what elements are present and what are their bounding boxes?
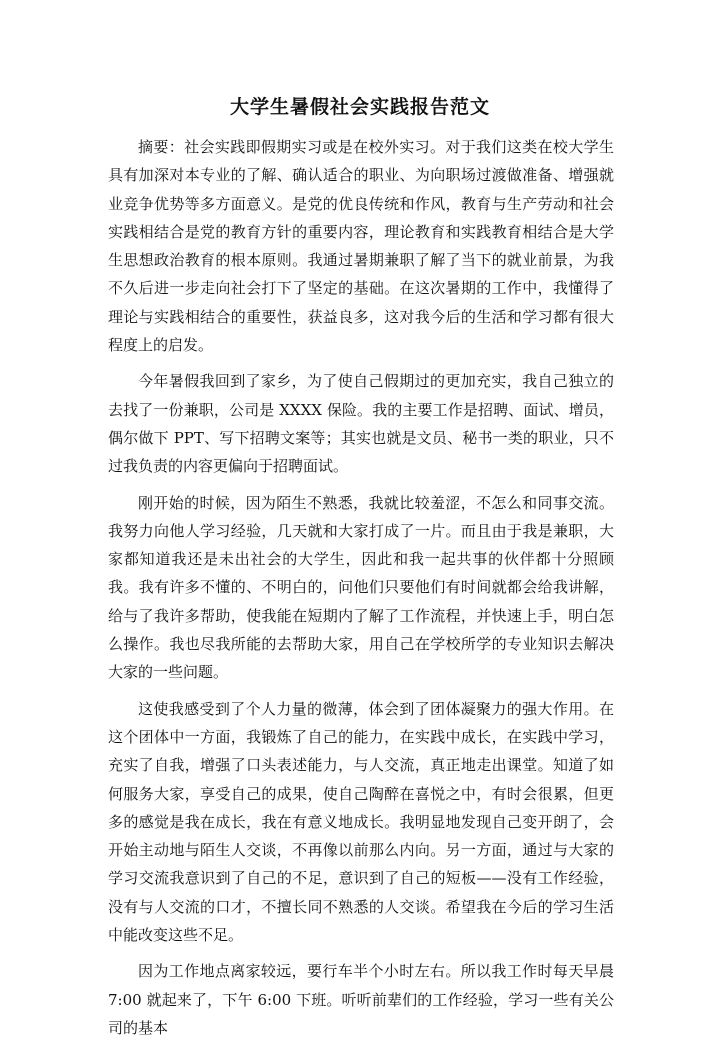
paragraph: 因为工作地点离家较远，要行车半个小时左右。所以我工作时每天早晨 7:00 就起来了，下午 6:00 下班。听听前辈们的工作经验，学习一些有关公司的基本 [108, 962, 614, 1037]
paragraph: 今年暑假我回到了家乡，为了使自己假期过的更加充实，我自己独立的去找了一份兼职，公司是 XXXX 保险。我的主要工作是招聘、面试、增员，偶尔做下 PPT、写下招聘文案等；其实也就是文员、秘书一类的职业，只不过我负责的内容更偏向于招聘面试。 [108, 372, 614, 476]
document-title: 大学生暑假社会实践报告范文 [229, 96, 490, 118]
paragraph: 这使我感受到了个人力量的微薄，体会到了团体凝聚力的强大作用。在这个团体中一方面，我锻炼了自己的能力，在实践中成长，在实践中学习，充实了自我，增强了口头表述能力，与人交流，真正地走出课堂。知道了如何服务大家，享受自己的成果，使自己陶醉在喜悦之中，有时会很累，但更多的感觉是我在成长，我在有意义地成长。我明显地发现自己变开朗了，会开始主动地与陌生人交谈，不再像以前那么内向。另一方面，通过与大家的学习交流我意识到了自己的不足，意识到了自己的短板——没有工作经验，没有与人交流的口才，不擅长同不熟悉的人交谈。希望我在今后的学习生活中能改变这些不足。 [108, 699, 614, 945]
document-body [108, 133, 614, 1050]
paragraph: 刚开始的时候，因为陌生不熟悉，我就比较羞涩，不怎么和同事交流。我努力向他人学习经验，几天就和大家打成了一片。而且由于我是兼职，大家都知道我还是未出社会的大学生，因此和我一起共事的伙伴都十分照顾我。我有许多不懂的、不明白的，问他们只要他们有时间就都会给我讲解，给与了我许多帮助，使我能在短期内了解了工作流程，并快速上手，明白怎么操作。我也尽我所能的去帮助大家，用自己在学校所学的专业知识去解决大家的一些问题。 [108, 493, 614, 682]
paragraph-abstract: 摘要：社会实践即假期实习或是在校外实习。对于我们这类在校大学生具有加深对本专业的了解、确认适合的职业、为向职场过渡做准备、增强就业竞争优势等多方面意义。是党的优良传统和作风，教育与生产劳动和社会实践相结合是党的教育方针的重要内容，理论教育和实践教育相结合是大学生思想政治教育的根本原则。我通过暑期兼职了解了当下的就业前景，为我不久后进一步走向社会打下了坚定的基础。在这次暑期的工作中，我懂得了理论与实践相结合的重要性，获益良多，这对我今后的生活和学习都有很大程度上的启发。 [108, 138, 614, 355]
